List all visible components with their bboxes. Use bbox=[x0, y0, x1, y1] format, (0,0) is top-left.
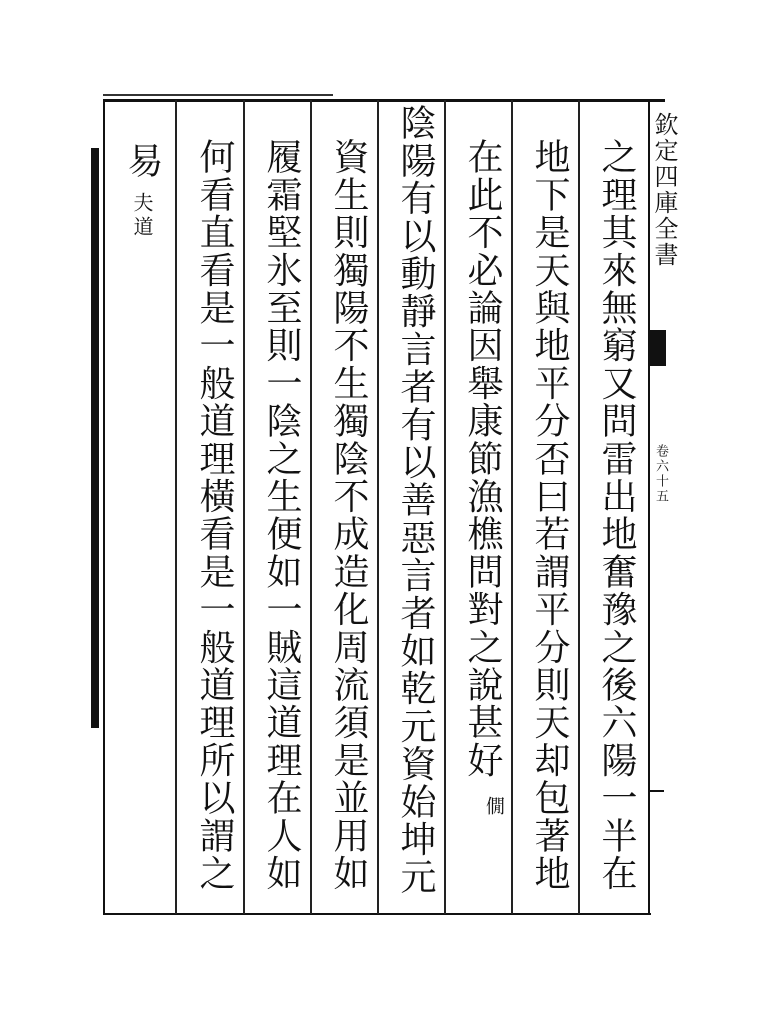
text-column-3: 在此不必論因舉康節漁樵問對之說甚好 bbox=[462, 138, 503, 779]
frame-top-line bbox=[103, 99, 665, 102]
book-title: 欽定四庫全書 bbox=[650, 112, 678, 268]
text-column-8: 易 bbox=[122, 142, 163, 180]
text-column-4: 陰陽有以動靜言者有以善惡言者如乾元資始坤元 bbox=[395, 104, 436, 896]
binding-edge-bar bbox=[91, 148, 99, 728]
column-separator bbox=[444, 100, 446, 914]
annotation-note-end: 夫道 bbox=[130, 192, 154, 240]
text-column-5: 資生則獨陽不生獨陰不成造化周流須是並用如 bbox=[328, 138, 369, 892]
text-column-7: 何看直看是一般道理橫看是一般道理所以謂之 bbox=[194, 138, 235, 892]
column-separator bbox=[243, 100, 245, 914]
annotation-note: 僩 bbox=[483, 796, 505, 815]
text-column-6: 履霜堅氷至則一陰之生便如一賊這道理在人如 bbox=[261, 138, 302, 892]
column-separator bbox=[377, 100, 379, 914]
frame-top-faded-line bbox=[103, 94, 333, 96]
fishtail-mark bbox=[648, 330, 666, 366]
column-separator bbox=[175, 100, 177, 914]
juan-number: 卷六十五 bbox=[653, 444, 668, 504]
frame-left-line bbox=[103, 99, 105, 914]
text-column-1: 之理其來無窮又問雷出地奮豫之後六陽一半在 bbox=[596, 138, 637, 892]
column-separator bbox=[310, 100, 312, 914]
column-separator bbox=[578, 100, 580, 914]
text-column-2: 地下是天與地平分否曰若謂平分則天却包著地 bbox=[529, 138, 570, 892]
margin-tick bbox=[650, 790, 664, 792]
column-separator bbox=[511, 100, 513, 914]
